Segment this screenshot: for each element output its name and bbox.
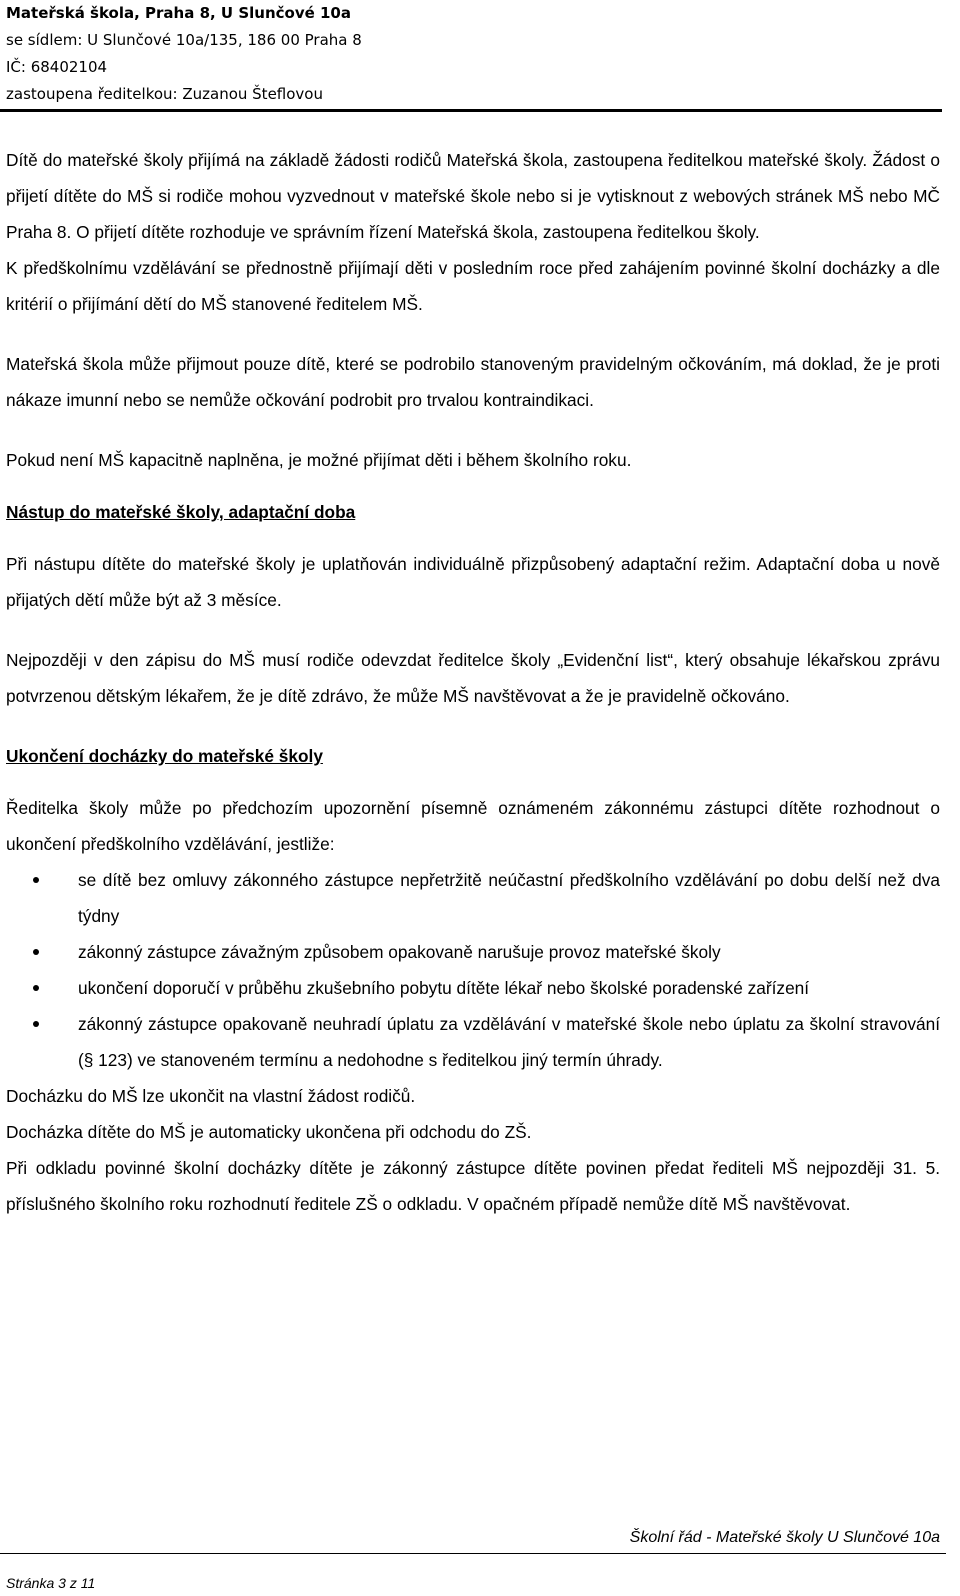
list-item: ukončení doporučí v průběhu zkušebního pobytu dítěte lékař nebo školské poradenské zařízení: [6, 970, 940, 1006]
section-heading-adaptation: Nástup do mateřské školy, adaptační doba: [6, 502, 356, 522]
footer-document-title: Školní řád - Mateřské školy U Slunčové 10a: [629, 1529, 940, 1546]
list-item: zákonný zástupce závažným způsobem opakovaně narušuje provoz mateřské školy: [6, 934, 940, 970]
bullet-icon: [33, 949, 39, 955]
paragraph-admission: Dítě do mateřské školy přijímá na základě žádosti rodičů Mateřská škola, zastoupena ředitelkou mateřské školy. Žádost o přijetí dítěte do MŠ si rodiče mohou vyzvednout v mateřské škole nebo si je vytisknout z webových stránek MŠ nebo MČ Praha 8. O přijetí dítěte rozhoduje ve správním řízení Mateřská škola, zastoupena ředitelkou školy.: [6, 150, 940, 242]
paragraph-priority: K předškolnímu vzdělávání se přednostně přijímají děti v posledním roce před zahájením povinné školní docházky a dle kritérií o přijímání dětí do MŠ stanovené ředitelem MŠ.: [6, 258, 940, 314]
bullet-icon: [33, 985, 39, 991]
section-heading-termination: Ukončení docházky do mateřské školy: [6, 746, 323, 766]
paragraph-vaccination: Mateřská škola může přijmout pouze dítě, které se podrobilo stanoveným pravidelným očkováním, má doklad, že je proti nákaze imunní nebo se nemůže očkování podrobit pro trvalou kontraindikaci.: [6, 354, 940, 410]
bullet-icon: [33, 877, 39, 883]
paragraph-deferral: Při odkladu povinné školní docházky dítěte je zákonný zástupce dítěte povinen předat řediteli MŠ nejpozději 31. 5. příslušného školního roku rozhodnutí ředitele ZŠ o odkladu. V opačném případě nemůže dítě MŠ navštěvovat.: [6, 1158, 940, 1214]
school-director: zastoupena ředitelkou: Zuzanou Šteflovou: [6, 85, 323, 103]
paragraph-capacity: Pokud není MŠ kapacitně naplněna, je možné přijímat děti i během školního roku.: [6, 450, 632, 470]
paragraph-automatic-end: Docházka dítěte do MŠ je automaticky ukončena při odchodu do ZŠ.: [6, 1122, 532, 1142]
header-divider: [0, 109, 942, 112]
list-item: se dítě bez omluvy zákonného zástupce nepřetržitě neúčastní předškolního vzdělávání po dobu delší než dva týdny: [6, 862, 940, 934]
document-header: [6, 0, 946, 108]
document-body: [6, 142, 940, 1222]
list-item: zákonný zástupce opakovaně neuhradí úplatu za vzdělávání v mateřské škole nebo úplatu za školní stravování (§ 123) ve stanoveném termínu a nedohodne s ředitelkou jiný termín úhrady.: [6, 1006, 940, 1078]
paragraph-termination-intro: Ředitelka školy může po předchozím upozornění písemně oznámeném zákonnému zástupci dítěte rozhodnout o ukončení předškolního vzdělávání, jestliže:: [6, 798, 940, 854]
paragraph-evidence-list: Nejpozději v den zápisu do MŠ musí rodiče odevzdat ředitelce školy „Evidenční list“, který obsahuje lékařskou zprávu potvrzenou dětským lékařem, že je dítě zdrávo, že může MŠ navštěvovat a že je pravidelně očkováno.: [6, 650, 940, 706]
termination-reasons-list: [6, 862, 940, 1078]
school-name: Mateřská škola, Praha 8, U Slunčové 10a: [6, 4, 351, 22]
school-ico: IČ: 68402104: [6, 58, 108, 76]
page-number: Stránka 3 z 11: [6, 1575, 96, 1591]
bullet-icon: [33, 1021, 39, 1027]
paragraph-adaptation: Při nástupu dítěte do mateřské školy je uplatňován individuálně přizpůsobený adaptační režim. Adaptační doba u nově přijatých dětí může být až 3 měsíce.: [6, 554, 940, 610]
school-address: se sídlem: U Slunčové 10a/135, 186 00 Praha 8: [6, 31, 362, 49]
footer-divider: [0, 1553, 946, 1554]
paragraph-voluntary-end: Docházku do MŠ lze ukončit na vlastní žádost rodičů.: [6, 1086, 416, 1106]
